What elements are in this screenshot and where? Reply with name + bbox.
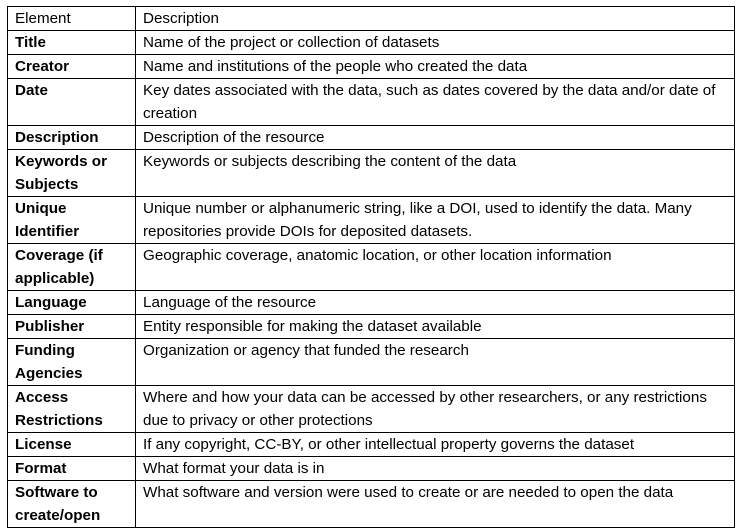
description-cell: What software and version were used to create or are needed to open the data [136,481,735,528]
column-header-element: Element [8,7,136,31]
table-row [8,481,735,528]
table-row [8,31,735,55]
table-row [8,126,735,150]
table-row [8,315,735,339]
table-row [8,386,735,433]
header-row [8,7,735,31]
metadata-elements-table [7,6,735,528]
description-cell: Keywords or subjects describing the content of the data [136,150,735,197]
table-header [8,7,735,31]
table-row [8,79,735,126]
description-cell: Geographic coverage, anatomic location, or other location information [136,244,735,291]
element-cell: Keywords or Subjects [8,150,136,197]
table-row [8,55,735,79]
description-cell: If any copyright, CC-BY, or other intellectual property governs the dataset [136,433,735,457]
column-header-description: Description [136,7,735,31]
table-row [8,291,735,315]
description-cell: Description of the resource [136,126,735,150]
description-cell: Organization or agency that funded the research [136,339,735,386]
element-cell: Date [8,79,136,126]
element-cell: Access Restrictions [8,386,136,433]
table-row [8,197,735,244]
table-row [8,433,735,457]
element-cell: Coverage (if applicable) [8,244,136,291]
table-row [8,150,735,197]
description-cell: Unique number or alphanumeric string, like a DOI, used to identify the data. Many repositories provide DOIs for deposited datasets. [136,197,735,244]
element-cell: Format [8,457,136,481]
description-cell: Name and institutions of the people who created the data [136,55,735,79]
description-cell: What format your data is in [136,457,735,481]
element-cell: Publisher [8,315,136,339]
table-body [8,31,735,528]
element-cell: Unique Identifier [8,197,136,244]
description-cell: Name of the project or collection of datasets [136,31,735,55]
element-cell: Software to create/open [8,481,136,528]
element-cell: Funding Agencies [8,339,136,386]
element-cell: Description [8,126,136,150]
description-cell: Language of the resource [136,291,735,315]
table-row [8,244,735,291]
description-cell: Where and how your data can be accessed by other researchers, or any restrictions due to privacy or other protections [136,386,735,433]
table-row [8,339,735,386]
element-cell: Language [8,291,136,315]
element-cell: License [8,433,136,457]
description-cell: Entity responsible for making the dataset available [136,315,735,339]
element-cell: Creator [8,55,136,79]
table-row [8,457,735,481]
description-cell: Key dates associated with the data, such as dates covered by the data and/or date of creation [136,79,735,126]
element-cell: Title [8,31,136,55]
